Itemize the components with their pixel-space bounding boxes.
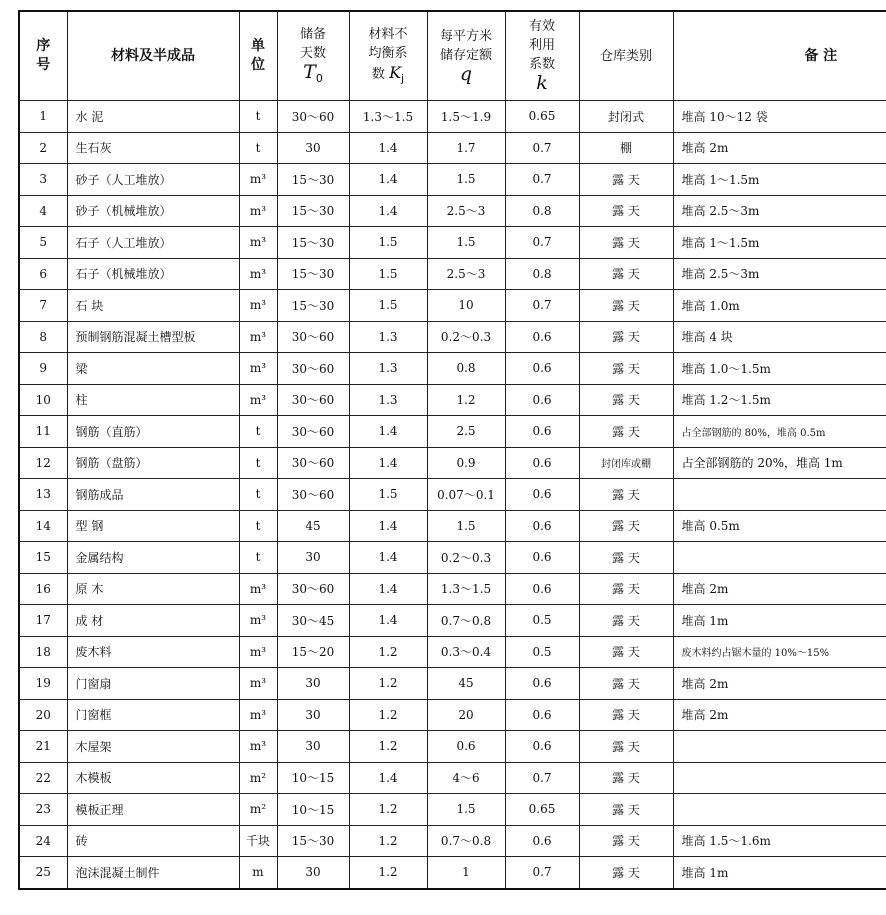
cell-utilization: 0.65 xyxy=(505,794,579,826)
cell-warehouse: 露 天 xyxy=(579,731,673,763)
cell-imbalance: 1.2 xyxy=(349,825,427,857)
cell-quota: 1.3～1.5 xyxy=(427,573,505,605)
cell-reserve-days: 30～60 xyxy=(277,479,349,511)
cell-quota: 1 xyxy=(427,857,505,889)
cell-remark: 堆高 2.5～3m xyxy=(673,195,886,227)
cell-unit: t xyxy=(239,542,277,574)
cell-material: 水 泥 xyxy=(67,101,239,133)
cell-unit: m³ xyxy=(239,164,277,196)
cell-reserve-days: 30 xyxy=(277,857,349,889)
cell-reserve-days: 15～30 xyxy=(277,164,349,196)
cell-unit: m² xyxy=(239,794,277,826)
cell-unit: m² xyxy=(239,762,277,794)
cell-reserve-days: 30 xyxy=(277,542,349,574)
cell-index: 23 xyxy=(19,794,67,826)
table-row xyxy=(19,479,886,511)
cell-utilization: 0.6 xyxy=(505,825,579,857)
cell-material: 石 块 xyxy=(67,290,239,322)
cell-material: 砂子（机械堆放） xyxy=(67,195,239,227)
cell-quota: 2.5～3 xyxy=(427,195,505,227)
cell-unit: t xyxy=(239,416,277,448)
cell-unit: m³ xyxy=(239,353,277,385)
cell-material: 成 材 xyxy=(67,605,239,637)
cell-quota: 10 xyxy=(427,290,505,322)
cell-utilization: 0.7 xyxy=(505,762,579,794)
cell-imbalance: 1.2 xyxy=(349,699,427,731)
cell-imbalance: 1.4 xyxy=(349,762,427,794)
cell-reserve-days: 15～30 xyxy=(277,290,349,322)
header-row xyxy=(19,11,886,101)
cell-warehouse: 露 天 xyxy=(579,668,673,700)
cell-material: 砖 xyxy=(67,825,239,857)
table-row xyxy=(19,605,886,637)
cell-index: 15 xyxy=(19,542,67,574)
cell-remark xyxy=(673,479,886,511)
cell-utilization: 0.6 xyxy=(505,479,579,511)
cell-unit: m xyxy=(239,857,277,889)
cell-unit: m³ xyxy=(239,668,277,700)
table-row xyxy=(19,164,886,196)
cell-remark: 堆高 1m xyxy=(673,605,886,637)
cell-material: 预制钢筋混凝土槽型板 xyxy=(67,321,239,353)
cell-warehouse: 露 天 xyxy=(579,290,673,322)
cell-utilization: 0.5 xyxy=(505,605,579,637)
cell-reserve-days: 30～60 xyxy=(277,384,349,416)
table-row xyxy=(19,731,886,763)
cell-imbalance: 1.4 xyxy=(349,510,427,542)
cell-quota: 1.2 xyxy=(427,384,505,416)
cell-quota: 0.07～0.1 xyxy=(427,479,505,511)
cell-index: 12 xyxy=(19,447,67,479)
table-row xyxy=(19,258,886,290)
cell-index: 7 xyxy=(19,290,67,322)
col-header-material: 材料及半成品 xyxy=(67,11,239,101)
cell-warehouse: 露 天 xyxy=(579,384,673,416)
cell-utilization: 0.7 xyxy=(505,290,579,322)
cell-reserve-days: 30～60 xyxy=(277,416,349,448)
cell-index: 8 xyxy=(19,321,67,353)
cell-reserve-days: 30～60 xyxy=(277,321,349,353)
cell-warehouse: 露 天 xyxy=(579,857,673,889)
col-header-index: 序 号 xyxy=(19,11,67,101)
table-row xyxy=(19,132,886,164)
cell-remark: 堆高 1.0～1.5m xyxy=(673,353,886,385)
table-row xyxy=(19,794,886,826)
cell-remark xyxy=(673,794,886,826)
cell-index: 3 xyxy=(19,164,67,196)
table-row xyxy=(19,762,886,794)
cell-utilization: 0.6 xyxy=(505,731,579,763)
cell-index: 20 xyxy=(19,699,67,731)
cell-warehouse: 露 天 xyxy=(579,258,673,290)
cell-index: 6 xyxy=(19,258,67,290)
cell-remark: 堆高 0.5m xyxy=(673,510,886,542)
cell-remark: 堆高 1m xyxy=(673,857,886,889)
cell-warehouse: 露 天 xyxy=(579,636,673,668)
cell-utilization: 0.6 xyxy=(505,573,579,605)
cell-warehouse: 露 天 xyxy=(579,542,673,574)
cell-unit: m³ xyxy=(239,699,277,731)
cell-material: 木模板 xyxy=(67,762,239,794)
col-header-reserve-days: 储备 天数 $T_0$ xyxy=(277,11,349,101)
cell-reserve-days: 15～30 xyxy=(277,825,349,857)
table-row xyxy=(19,825,886,857)
cell-warehouse: 露 天 xyxy=(579,353,673,385)
cell-quota: 1.5 xyxy=(427,164,505,196)
cell-unit: m³ xyxy=(239,290,277,322)
col-header-unit: 单 位 xyxy=(239,11,277,101)
cell-quota: 2.5 xyxy=(427,416,505,448)
cell-material: 石子（机械堆放） xyxy=(67,258,239,290)
cell-remark: 堆高 2.5～3m xyxy=(673,258,886,290)
cell-reserve-days: 15～30 xyxy=(277,195,349,227)
cell-remark: 堆高 1～1.5m xyxy=(673,227,886,259)
cell-quota: 0.2～0.3 xyxy=(427,321,505,353)
cell-reserve-days: 30～60 xyxy=(277,101,349,133)
cell-utilization: 0.7 xyxy=(505,227,579,259)
cell-warehouse: 露 天 xyxy=(579,794,673,826)
table-row xyxy=(19,857,886,889)
material-storage-table xyxy=(18,10,886,890)
cell-utilization: 0.8 xyxy=(505,258,579,290)
cell-index: 21 xyxy=(19,731,67,763)
cell-remark: 堆高 4 块 xyxy=(673,321,886,353)
cell-reserve-days: 30 xyxy=(277,132,349,164)
cell-utilization: 0.8 xyxy=(505,195,579,227)
cell-warehouse: 露 天 xyxy=(579,227,673,259)
cell-warehouse: 露 天 xyxy=(579,605,673,637)
cell-imbalance: 1.2 xyxy=(349,857,427,889)
table-row xyxy=(19,573,886,605)
table-row xyxy=(19,353,886,385)
cell-utilization: 0.6 xyxy=(505,447,579,479)
cell-reserve-days: 15～20 xyxy=(277,636,349,668)
cell-material: 原 木 xyxy=(67,573,239,605)
cell-reserve-days: 10～15 xyxy=(277,794,349,826)
cell-unit: 千块 xyxy=(239,825,277,857)
cell-index: 14 xyxy=(19,510,67,542)
cell-index: 24 xyxy=(19,825,67,857)
cell-reserve-days: 30～60 xyxy=(277,353,349,385)
cell-remark: 堆高 1.2～1.5m xyxy=(673,384,886,416)
cell-material: 生石灰 xyxy=(67,132,239,164)
cell-remark xyxy=(673,731,886,763)
cell-reserve-days: 30～60 xyxy=(277,573,349,605)
cell-imbalance: 1.4 xyxy=(349,164,427,196)
cell-remark: 堆高 2m xyxy=(673,132,886,164)
cell-imbalance: 1.3 xyxy=(349,353,427,385)
col-header-warehouse: 仓库类别 xyxy=(579,11,673,101)
cell-material: 门窗框 xyxy=(67,699,239,731)
cell-material: 型 钢 xyxy=(67,510,239,542)
table-row xyxy=(19,321,886,353)
cell-unit: m³ xyxy=(239,384,277,416)
cell-quota: 4～6 xyxy=(427,762,505,794)
cell-quota: 1.7 xyxy=(427,132,505,164)
cell-index: 10 xyxy=(19,384,67,416)
cell-quota: 1.5 xyxy=(427,510,505,542)
cell-utilization: 0.6 xyxy=(505,416,579,448)
cell-material: 柱 xyxy=(67,384,239,416)
cell-imbalance: 1.3 xyxy=(349,321,427,353)
table-row xyxy=(19,510,886,542)
cell-reserve-days: 30～60 xyxy=(277,447,349,479)
cell-quota: 2.5～3 xyxy=(427,258,505,290)
cell-imbalance: 1.4 xyxy=(349,605,427,637)
cell-material: 门窗扇 xyxy=(67,668,239,700)
cell-remark: 堆高 1.0m xyxy=(673,290,886,322)
table-row xyxy=(19,195,886,227)
cell-imbalance: 1.4 xyxy=(349,195,427,227)
cell-unit: m³ xyxy=(239,195,277,227)
cell-material: 石子（人工堆放） xyxy=(67,227,239,259)
cell-unit: t xyxy=(239,101,277,133)
cell-utilization: 0.6 xyxy=(505,321,579,353)
cell-utilization: 0.6 xyxy=(505,699,579,731)
col-header-quota: 每平方米 储存定额 q xyxy=(427,11,505,101)
cell-reserve-days: 30 xyxy=(277,731,349,763)
cell-reserve-days: 45 xyxy=(277,510,349,542)
cell-utilization: 0.6 xyxy=(505,384,579,416)
cell-index: 2 xyxy=(19,132,67,164)
table-row xyxy=(19,290,886,322)
cell-imbalance: 1.2 xyxy=(349,794,427,826)
cell-quota: 0.2～0.3 xyxy=(427,542,505,574)
cell-remark xyxy=(673,762,886,794)
cell-imbalance: 1.4 xyxy=(349,573,427,605)
cell-remark: 占全部钢筋的 20%，堆高 1m xyxy=(673,447,886,479)
cell-material: 木屋架 xyxy=(67,731,239,763)
table-row xyxy=(19,699,886,731)
cell-warehouse: 封闭式 xyxy=(579,101,673,133)
cell-index: 4 xyxy=(19,195,67,227)
table-row xyxy=(19,416,886,448)
cell-imbalance: 1.2 xyxy=(349,668,427,700)
cell-unit: t xyxy=(239,132,277,164)
col-header-utilization: 有效 利用 系数 k xyxy=(505,11,579,101)
cell-utilization: 0.6 xyxy=(505,353,579,385)
col-header-remark: 备 注 xyxy=(673,11,886,101)
table-row xyxy=(19,227,886,259)
table-row xyxy=(19,384,886,416)
cell-quota: 0.6 xyxy=(427,731,505,763)
cell-imbalance: 1.5 xyxy=(349,227,427,259)
cell-reserve-days: 30 xyxy=(277,699,349,731)
cell-unit: m³ xyxy=(239,636,277,668)
cell-material: 废木料 xyxy=(67,636,239,668)
table-row xyxy=(19,668,886,700)
cell-quota: 1.5 xyxy=(427,794,505,826)
cell-utilization: 0.7 xyxy=(505,857,579,889)
cell-imbalance: 1.4 xyxy=(349,542,427,574)
table-row xyxy=(19,542,886,574)
cell-quota: 0.9 xyxy=(427,447,505,479)
cell-quota: 20 xyxy=(427,699,505,731)
cell-unit: t xyxy=(239,479,277,511)
cell-reserve-days: 30～45 xyxy=(277,605,349,637)
table-row xyxy=(19,636,886,668)
cell-imbalance: 1.2 xyxy=(349,731,427,763)
cell-imbalance: 1.5 xyxy=(349,479,427,511)
cell-imbalance: 1.5 xyxy=(349,290,427,322)
cell-material: 钢筋成品 xyxy=(67,479,239,511)
cell-index: 22 xyxy=(19,762,67,794)
cell-remark: 堆高 1～1.5m xyxy=(673,164,886,196)
cell-quota: 0.7～0.8 xyxy=(427,605,505,637)
cell-material: 钢筋（直筋） xyxy=(67,416,239,448)
cell-utilization: 0.5 xyxy=(505,636,579,668)
cell-index: 25 xyxy=(19,857,67,889)
cell-index: 18 xyxy=(19,636,67,668)
cell-utilization: 0.6 xyxy=(505,542,579,574)
cell-warehouse: 露 天 xyxy=(579,195,673,227)
cell-unit: m³ xyxy=(239,258,277,290)
cell-index: 1 xyxy=(19,101,67,133)
cell-unit: m³ xyxy=(239,605,277,637)
cell-index: 16 xyxy=(19,573,67,605)
cell-remark: 堆高 2m xyxy=(673,573,886,605)
cell-reserve-days: 15～30 xyxy=(277,227,349,259)
cell-warehouse: 露 天 xyxy=(579,573,673,605)
cell-quota: 0.3～0.4 xyxy=(427,636,505,668)
cell-remark: 堆高 1.5～1.6m xyxy=(673,825,886,857)
cell-warehouse: 露 天 xyxy=(579,510,673,542)
cell-utilization: 0.65 xyxy=(505,101,579,133)
cell-warehouse: 露 天 xyxy=(579,479,673,511)
cell-unit: m³ xyxy=(239,573,277,605)
cell-material: 梁 xyxy=(67,353,239,385)
cell-index: 5 xyxy=(19,227,67,259)
cell-unit: t xyxy=(239,447,277,479)
cell-utilization: 0.6 xyxy=(505,668,579,700)
cell-imbalance: 1.4 xyxy=(349,447,427,479)
cell-imbalance: 1.3 xyxy=(349,384,427,416)
cell-index: 11 xyxy=(19,416,67,448)
cell-material: 金属结构 xyxy=(67,542,239,574)
cell-warehouse: 露 天 xyxy=(579,762,673,794)
cell-material: 模板正理 xyxy=(67,794,239,826)
cell-warehouse: 露 天 xyxy=(579,321,673,353)
cell-imbalance: 1.3～1.5 xyxy=(349,101,427,133)
cell-warehouse: 露 天 xyxy=(579,699,673,731)
table-row xyxy=(19,101,886,133)
cell-index: 17 xyxy=(19,605,67,637)
cell-imbalance: 1.5 xyxy=(349,258,427,290)
cell-utilization: 0.6 xyxy=(505,510,579,542)
cell-index: 19 xyxy=(19,668,67,700)
cell-material: 砂子（人工堆放） xyxy=(67,164,239,196)
cell-unit: m³ xyxy=(239,731,277,763)
cell-remark: 废木料约占锯木量的 10%～15% xyxy=(673,636,886,668)
cell-quota: 45 xyxy=(427,668,505,700)
cell-warehouse: 棚 xyxy=(579,132,673,164)
cell-quota: 1.5～1.9 xyxy=(427,101,505,133)
cell-imbalance: 1.2 xyxy=(349,636,427,668)
cell-imbalance: 1.4 xyxy=(349,416,427,448)
cell-index: 13 xyxy=(19,479,67,511)
cell-utilization: 0.7 xyxy=(505,164,579,196)
table-row xyxy=(19,447,886,479)
cell-material: 钢筋（盘筋） xyxy=(67,447,239,479)
cell-quota: 0.8 xyxy=(427,353,505,385)
cell-utilization: 0.7 xyxy=(505,132,579,164)
cell-warehouse: 露 天 xyxy=(579,164,673,196)
cell-unit: m³ xyxy=(239,227,277,259)
cell-unit: t xyxy=(239,510,277,542)
cell-remark xyxy=(673,542,886,574)
cell-remark: 堆高 10～12 袋 xyxy=(673,101,886,133)
cell-warehouse: 露 天 xyxy=(579,825,673,857)
cell-remark: 堆高 2m xyxy=(673,699,886,731)
cell-reserve-days: 15～30 xyxy=(277,258,349,290)
col-header-imbalance: 材料不 均衡系 数 $K_j$ xyxy=(349,11,427,101)
cell-index: 9 xyxy=(19,353,67,385)
cell-material: 泡沫混凝土制件 xyxy=(67,857,239,889)
cell-warehouse: 封闭库或棚 xyxy=(579,447,673,479)
cell-imbalance: 1.4 xyxy=(349,132,427,164)
cell-remark: 占全部钢筋的 80%，堆高 0.5m xyxy=(673,416,886,448)
cell-warehouse: 露 天 xyxy=(579,416,673,448)
cell-reserve-days: 10～15 xyxy=(277,762,349,794)
cell-quota: 0.7～0.8 xyxy=(427,825,505,857)
cell-remark: 堆高 2m xyxy=(673,668,886,700)
cell-unit: m³ xyxy=(239,321,277,353)
cell-reserve-days: 30 xyxy=(277,668,349,700)
cell-quota: 1.5 xyxy=(427,227,505,259)
